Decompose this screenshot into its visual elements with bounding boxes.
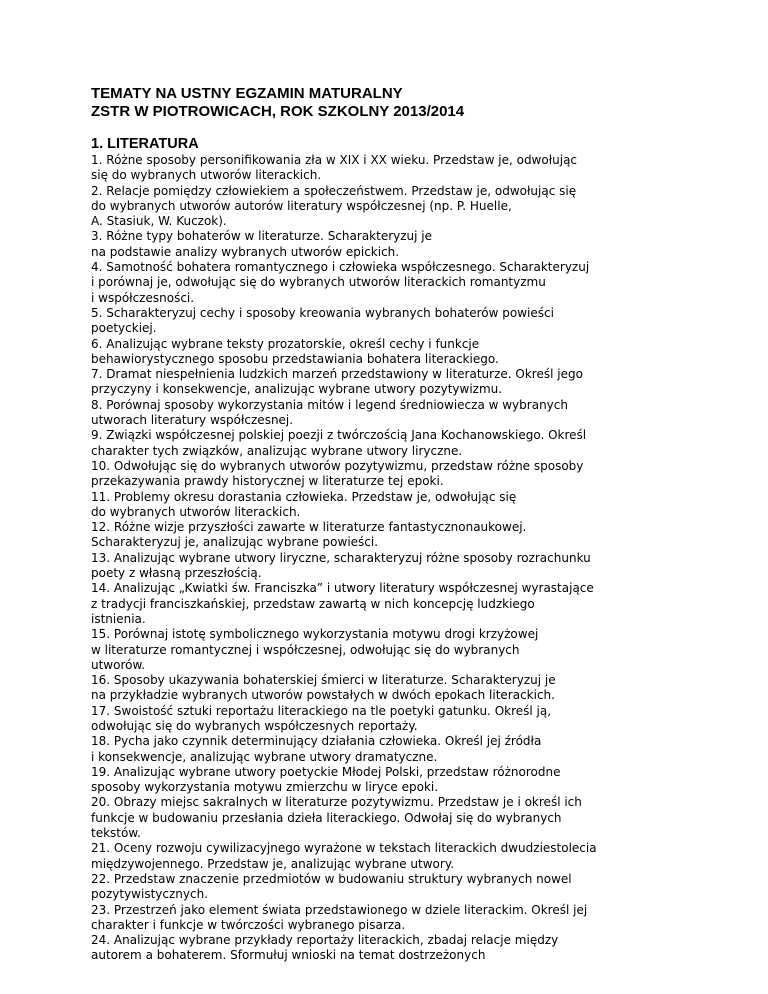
text-line: 16. Sposoby ukazywania bohaterskiej śmierci w literaturze. Scharakteryzuj je bbox=[91, 673, 556, 688]
text-line: sposoby wykorzystania motywu zmierzchu w liryce epoki. bbox=[91, 780, 439, 795]
text-line: 24. Analizując wybrane przykłady reportaży literackich, zbadaj relacje między bbox=[91, 933, 559, 948]
document-title bbox=[91, 85, 651, 120]
text-line: 5. Scharakteryzuj cechy i sposoby kreowania wybranych bohaterów powieści bbox=[91, 305, 554, 320]
text-line: i współczesności. bbox=[91, 290, 195, 305]
document-title-line-2: ZSTR W PIOTROWICACH, ROK SZKOLNY 2013/2014 bbox=[91, 102, 465, 120]
text-line: 1. Różne sposoby personifikowania zła w XIX i XX wieku. Przedstaw je, odwołując bbox=[91, 153, 578, 167]
text-line: i konsekwencje, analizując wybrane utwory dramatyczne. bbox=[91, 749, 438, 764]
text-line: charakter tych związków, analizując wybrane utwory liryczne. bbox=[91, 443, 463, 458]
text-line: A. Stasiuk, W. Kuczok). bbox=[91, 214, 227, 229]
text-line: na przykładzie wybranych utworów powstałych w dwóch epokach literackich. bbox=[91, 688, 555, 703]
text-line: przyczyny i konsekwencje, analizując wybrane utwory pozytywizmu. bbox=[91, 382, 503, 397]
text-line: 20. Obrazy miejsc sakralnych w literaturze pozytywizmu. Przedstaw je i określ ich bbox=[91, 795, 582, 810]
text-line: 22. Przedstaw znaczenie przedmiotów w budowaniu struktury wybranych nowel bbox=[91, 871, 572, 886]
text-line: 12. Różne wizje przyszłości zawarte w literaturze fantastycznonaukowej. bbox=[91, 520, 527, 535]
text-line: 3. Różne typy bohaterów w literaturze. Scharakteryzuj je bbox=[91, 229, 433, 244]
text-line: 19. Analizując wybrane utwory poetyckie Młodej Polski, przedstaw różnorodne bbox=[91, 764, 561, 779]
text-line: 15. Porównaj istotę symbolicznego wykorzystania motywu drogi krzyżowej bbox=[91, 627, 539, 642]
text-line: autorem a bohaterem. Sformułuj wnioski na temat dostrzeżonych bbox=[91, 948, 486, 963]
text-line: 10. Odwołując się do wybranych utworów pozytywizmu, przedstaw różne sposoby bbox=[91, 458, 584, 473]
text-line: pozytywistycznych. bbox=[91, 887, 208, 902]
text-line: 11. Problemy okresu dorastania człowieka. Przedstaw je, odwołując się bbox=[91, 489, 517, 504]
text-line: tekstów. bbox=[91, 826, 141, 841]
document-title-line-1: TEMATY NA USTNY EGZAMIN MATURALNY bbox=[91, 85, 403, 102]
text-line: 6. Analizując wybrane teksty prozatorskie, określ cechy i funkcje bbox=[91, 336, 480, 351]
text-line: 7. Dramat niespełnienia ludzkich marzeń przedstawiony w literaturze. Określ jego bbox=[91, 367, 583, 382]
text-line: utworów. bbox=[91, 657, 146, 672]
topics-list bbox=[91, 153, 651, 964]
text-line: behawiorystycznego sposobu przedstawiania bohatera literackiego. bbox=[91, 351, 499, 366]
text-line: do wybranych utworów literackich. bbox=[91, 504, 301, 519]
text-line: poetyckiej. bbox=[91, 321, 157, 336]
text-line: 8. Porównaj sposoby wykorzystania mitów i legend średniowiecza w wybranych bbox=[91, 397, 568, 412]
text-line: charakter i funkcje w twórczości wybranego pisarza. bbox=[91, 917, 406, 932]
text-line: w literaturze romantycznej i współczesnej, odwołując się do wybranych bbox=[91, 642, 520, 657]
document-page bbox=[91, 85, 651, 964]
text-line: poety z własną przeszłością. bbox=[91, 566, 262, 581]
text-line: 23. Przestrzeń jako element świata przedstawionego w dziele literackim. Określ jej bbox=[91, 902, 588, 917]
text-line: odwołując się do wybranych współczesnych reportaży. bbox=[91, 718, 418, 733]
text-line: na podstawie analizy wybranych utworów epickich. bbox=[91, 244, 400, 259]
text-line: przekazywania prawdy historycznej w literaturze tej epoki. bbox=[91, 474, 444, 489]
text-line: 2. Relacje pomiędzy człowiekiem a społeczeństwem. Przedstaw je, odwołując się bbox=[91, 183, 577, 198]
text-line: 14. Analizując „Kwiatki św. Franciszka” i utwory literatury współczesnej wyrastające bbox=[91, 581, 594, 596]
text-line: Scharakteryzuj je, analizując wybrane powieści. bbox=[91, 535, 379, 550]
text-line: i porównaj je, odwołując się do wybranych utworów literackich romantyzmu bbox=[91, 275, 546, 290]
text-line: z tradycji franciszkańskiej, przedstaw zawartą w nich koncepcję ludzkiego bbox=[91, 596, 535, 611]
text-line: 4. Samotność bohatera romantycznego i człowieka współczesnego. Scharakteryzuj bbox=[91, 260, 590, 275]
text-line: 18. Pycha jako czynnik determinujący działania człowieka. Określ jej źródła bbox=[91, 734, 542, 749]
text-line: 13. Analizując wybrane utwory liryczne, scharakteryzuj różne sposoby rozrachunku bbox=[91, 550, 591, 565]
text-line: 17. Swoistość sztuki reportażu literackiego na tle poetyki gatunku. Określ ją, bbox=[91, 703, 552, 718]
text-line: międzywojennego. Przedstaw je, analizując wybrane utwory. bbox=[91, 856, 455, 871]
text-line: się do wybranych utworów literackich. bbox=[91, 168, 322, 183]
text-line: do wybranych utworów autorów literatury współczesnej (np. P. Huelle, bbox=[91, 198, 512, 213]
text-line: 9. Związki współczesnej polskiej poezji z twórczością Jana Kochanowskiego. Określ bbox=[91, 428, 587, 443]
text-line: istnienia. bbox=[91, 611, 146, 626]
section-heading-literatura: 1. LITERATURA bbox=[91, 136, 199, 152]
text-line: funkcje w budowaniu przesłania dzieła literackiego. Odwołaj się do wybranych bbox=[91, 810, 562, 825]
text-line: utworach literatury współczesnej. bbox=[91, 413, 294, 428]
text-line: 21. Oceny rozwoju cywilizacyjnego wyrażone w tekstach literackich dwudziestolecia bbox=[91, 841, 597, 856]
